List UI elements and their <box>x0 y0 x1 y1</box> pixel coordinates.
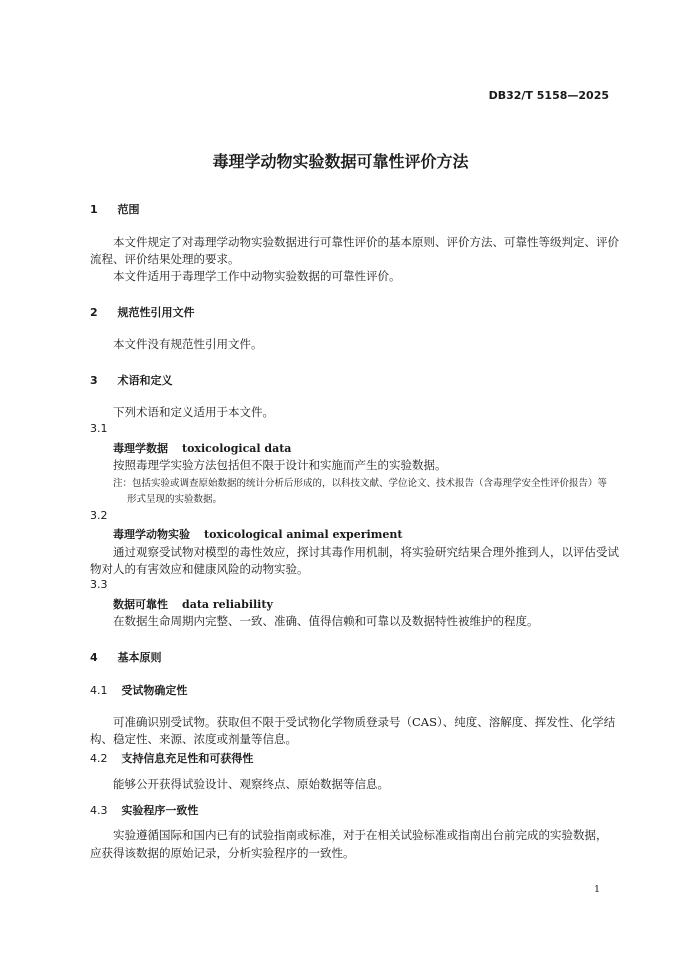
page-number: 1 <box>594 884 601 895</box>
term-chinese: 毒理学数据 <box>113 442 168 455</box>
subsection-number: 4.3 <box>90 804 108 817</box>
subsection-title: 实验程序一致性 <box>121 804 199 817</box>
term-chinese: 数据可靠性 <box>113 598 168 611</box>
subsection-title: 支持信息充足性和可获得性 <box>121 752 254 765</box>
subsection-4-3-heading <box>90 802 198 818</box>
section-3-heading <box>90 372 173 388</box>
subsection-title: 受试物确定性 <box>121 684 188 697</box>
definition: 物对人的有害效应和健康风险的动物实验。 <box>90 562 309 576</box>
term-number: 3.3 <box>90 578 108 591</box>
paragraph: 实验遵循国际和国内已有的试验指南或标准，对于在相关试验标准或指南出台前完成的实验数据， <box>113 828 608 842</box>
subsection-4-2-heading <box>90 750 253 766</box>
term-english: toxicological data <box>182 442 292 455</box>
term-heading <box>113 596 273 612</box>
term-number: 3.2 <box>90 509 108 522</box>
section-title: 规范性引用文件 <box>117 306 195 319</box>
term-english: data reliability <box>182 598 273 611</box>
section-1-heading <box>90 201 140 217</box>
section-4-heading <box>90 649 162 665</box>
paragraph: 本文件适用于毒理学工作中动物实验数据的可靠性评价。 <box>113 269 401 283</box>
paragraph: 下列术语和定义适用于本文件。 <box>113 405 274 419</box>
definition: 通过观察受试物对模型的毒性效应，探讨其毒作用机制，将实验研究结果合理外推到人，以评估受试 <box>113 545 619 559</box>
note: 注：包括实验或调查原始数据的统计分析后形成的，以科技文献、学位论文、技术报告（含毒理学安全性评价报告）等 <box>113 478 608 489</box>
term-number: 3.1 <box>90 422 108 435</box>
section-number: 1 <box>90 203 98 216</box>
document-title: 毒理学动物实验数据可靠性评价方法 <box>212 152 469 171</box>
section-2-heading <box>90 304 195 320</box>
definition: 按照毒理学实验方法包括但不限于设计和实施而产生的实验数据。 <box>113 458 447 472</box>
standard-number: DB32/T 5158—2025 <box>488 89 609 102</box>
term-heading <box>113 440 291 456</box>
paragraph: 流程、评价结果处理的要求。 <box>90 252 240 266</box>
paragraph: 应获得该数据的原始记录，分析实验程序的一致性。 <box>90 846 355 860</box>
paragraph: 构、稳定性、来源、浓度或剂量等信息。 <box>90 732 297 746</box>
definition: 在数据生命周期内完整、一致、准确、值得信赖和可靠以及数据特性被维护的程度。 <box>113 614 539 628</box>
section-title: 基本原则 <box>117 651 162 664</box>
paragraph: 可准确识别受试物。获取但不限于受试物化学物质登录号（CAS）、纯度、溶解度、挥发性、化学结 <box>113 715 616 729</box>
paragraph: 能够公开获得试验设计、观察终点、原始数据等信息。 <box>113 777 389 791</box>
subsection-number: 4.2 <box>90 752 108 765</box>
subsection-4-1-heading <box>90 682 187 698</box>
section-number: 2 <box>90 306 98 319</box>
subsection-number: 4.1 <box>90 684 108 697</box>
term-chinese: 毒理学动物实验 <box>113 528 190 541</box>
section-title: 范围 <box>117 203 140 216</box>
section-number: 4 <box>90 651 98 664</box>
note: 形式呈现的实验数据。 <box>127 494 223 505</box>
term-english: toxicological animal experiment <box>204 528 403 541</box>
section-title: 术语和定义 <box>117 374 173 387</box>
paragraph: 本文件没有规范性引用文件。 <box>113 337 263 351</box>
term-heading <box>113 526 402 542</box>
paragraph: 本文件规定了对毒理学动物实验数据进行可靠性评价的基本原则、评价方法、可靠性等级判定、评价 <box>113 235 619 249</box>
section-number: 3 <box>90 374 98 387</box>
